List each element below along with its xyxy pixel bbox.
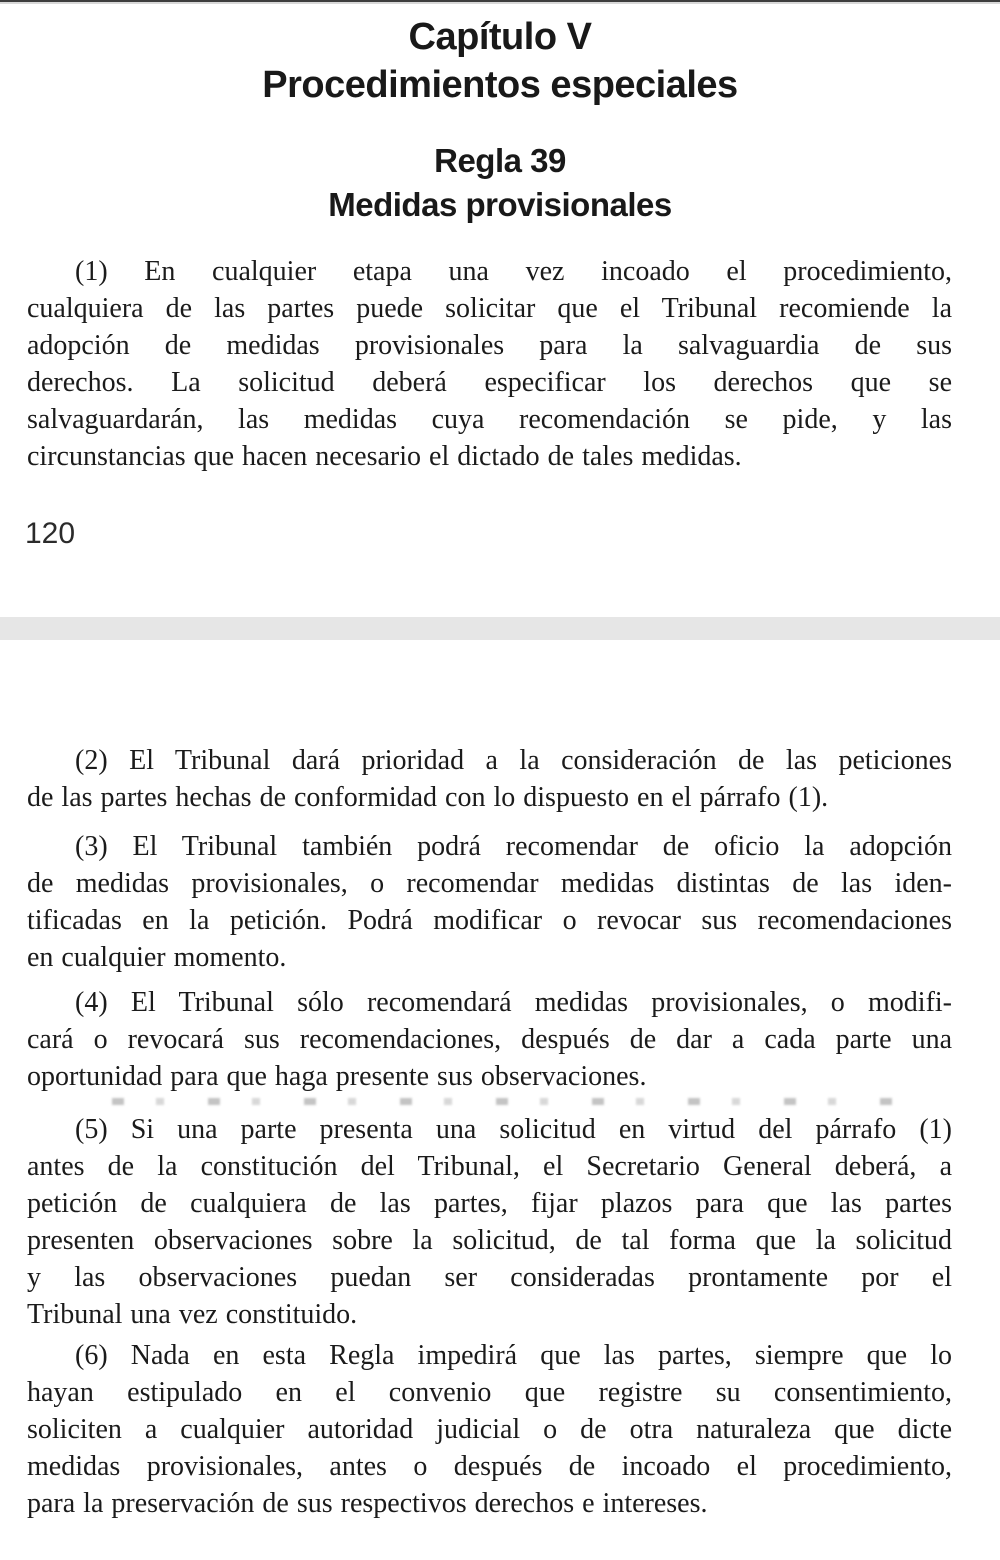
page-top-section [0, 0, 1000, 551]
page-number: 120 [25, 517, 76, 550]
paragraph-line: medidas provisionales, antes o después de incoado el procedimiento, [27, 1451, 952, 1482]
paragraph-line: hayan estipulado en el convenio que registre su consentimiento, [27, 1377, 952, 1408]
paragraph-line: petición de cualquiera de las partes, fijar plazos para que las partes [27, 1188, 952, 1219]
paragraph-line: de las partes hechas de conformidad con lo dispuesto en el párrafo (1). [27, 782, 829, 813]
paragraph-line: presenten observaciones sobre la solicitud, de tal forma que la solicitud [27, 1225, 952, 1256]
paragraph-2 [27, 742, 952, 816]
paragraph-line: cará o revocará sus recomendaciones, después de dar a cada parte una [27, 1024, 952, 1055]
page-divider [0, 617, 1000, 640]
paragraph-line: derechos. La solicitud deberá especificar los derechos que se [27, 367, 952, 398]
paragraph-line: (5) Si una parte presenta una solicitud en virtud del párrafo (1) [75, 1114, 952, 1145]
rule-heading-line1: Regla 39 [434, 142, 566, 179]
paragraph-4 [27, 984, 952, 1095]
document-headings [0, 0, 1000, 227]
rule-heading [0, 139, 1000, 227]
paragraph-line: soliciten a cualquier autoridad judicial o de otra naturaleza que dicte [27, 1414, 952, 1445]
chapter-heading-line1: Capítulo V [408, 16, 592, 58]
paragraph-line: salvaguardarán, las medidas cuya recomendación se pide, y las [27, 404, 952, 435]
paragraph-line: adopción de medidas provisionales para la salvaguardia de sus [27, 330, 952, 361]
paragraph-line: y las observaciones puedan ser consideradas prontamente por el [27, 1262, 952, 1293]
rule-heading-line2: Medidas provisionales [328, 186, 672, 223]
paragraph-line: de medidas provisionales, o recomendar medidas distintas de las iden- [27, 868, 952, 899]
paragraph-line: circunstancias que hacen necesario el dictado de tales medidas. [27, 441, 742, 472]
paragraph-line: (6) Nada en esta Regla impedirá que las partes, siempre que lo [75, 1340, 952, 1371]
paragraph-line: (4) El Tribunal sólo recomendará medidas provisionales, o modifi- [75, 987, 952, 1018]
paragraph-line: (3) El Tribunal también podrá recomendar de oficio la adopción [75, 831, 952, 862]
paragraph-line: Tribunal una vez constituido. [27, 1299, 358, 1330]
scan-top-edge [0, 0, 1000, 4]
paragraph-1 [27, 253, 952, 475]
paragraph-line: tificadas en la petición. Podrá modificar o revocar sus recomendaciones [27, 905, 952, 936]
paragraph-line: (2) El Tribunal dará prioridad a la consideración de las peticiones [75, 745, 952, 776]
paragraph-3 [27, 828, 952, 976]
chapter-heading-line2: Procedimientos especiales [262, 64, 738, 106]
paragraph-line: en cualquier momento. [27, 942, 287, 973]
paragraph-line: oportunidad para que haga presente sus observaciones. [27, 1061, 647, 1092]
chapter-heading [0, 13, 1000, 109]
paragraph-line: para la preservación de sus respectivos derechos e intereses. [27, 1488, 708, 1519]
scan-artifact-line [112, 1098, 912, 1105]
paragraph-line: (1) En cualquier etapa una vez incoado el procedimiento, [75, 256, 952, 287]
paragraph-5 [27, 1111, 952, 1333]
page-bottom-section [0, 640, 1000, 1522]
paragraph-6 [27, 1337, 952, 1522]
paragraph-line: antes de la constitución del Tribunal, el Secretario General deberá, a [27, 1151, 952, 1182]
paragraph-line: cualquiera de las partes puede solicitar que el Tribunal recomiende la [27, 293, 952, 324]
